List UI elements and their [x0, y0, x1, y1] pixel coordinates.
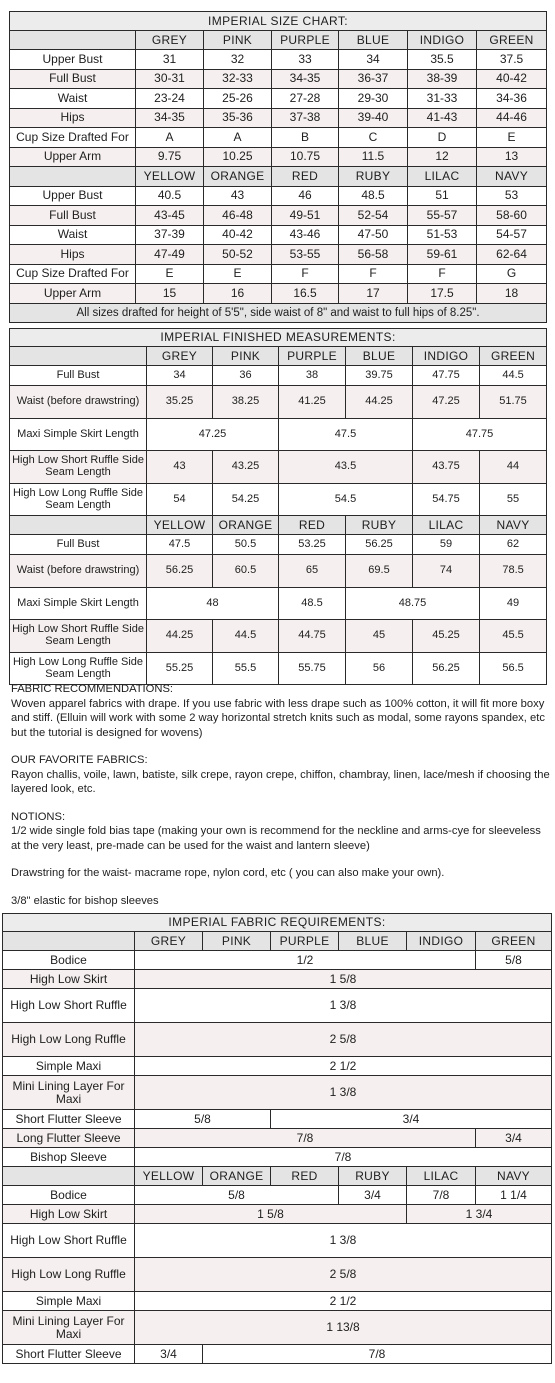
cell: 78.5 — [480, 555, 547, 588]
size-header: INDIGO — [408, 31, 477, 50]
cell: 34-36 — [477, 89, 547, 109]
corner-cell — [10, 516, 147, 535]
cell: 17.5 — [408, 284, 477, 304]
cell: 43.25 — [213, 451, 279, 484]
cell: 47-50 — [339, 225, 408, 245]
cell: 51 — [408, 186, 477, 206]
row-label: Short Flutter Sleeve — [3, 1345, 135, 1364]
size-header: GREEN — [480, 347, 547, 366]
cell: 1/2 — [135, 951, 476, 970]
notions-text: 1/2 wide single fold bias tape (making your own is recommend for the neckline and arms-cye for sleeveless at the very least, pre-made can be used for the waist and lantern sleeve) — [11, 825, 541, 852]
row-label: Mini Lining Layer For Maxi — [3, 1076, 135, 1110]
cell: 54-57 — [477, 225, 547, 245]
fabric-requirements-table — [2, 913, 552, 1364]
row-label: High Low Short Ruffle Side Seam Length — [10, 620, 147, 653]
row-label: Cup Size Drafted For — [10, 128, 136, 148]
cell: 56.5 — [480, 653, 547, 685]
cell: 43.75 — [413, 451, 480, 484]
cell: 55.5 — [213, 653, 279, 685]
cell: 16 — [204, 284, 272, 304]
cell: 7/8 — [135, 1148, 552, 1167]
cell: D — [408, 128, 477, 148]
table-row — [3, 1057, 552, 1076]
size-header: RUBY — [339, 167, 408, 187]
table-row — [10, 147, 547, 167]
cell: 18 — [477, 284, 547, 304]
table-row — [10, 484, 547, 516]
cell: 74 — [413, 555, 480, 588]
row-label: Waist — [10, 89, 136, 109]
favorite-fabrics-heading: OUR FAVORITE FABRICS: — [11, 754, 148, 766]
cell: 47-49 — [136, 245, 204, 265]
cell: 7/8 — [135, 1129, 476, 1148]
table-row — [10, 50, 547, 70]
size-header: RED — [272, 167, 339, 187]
cell: 3/4 — [476, 1129, 552, 1148]
table-row — [3, 1023, 552, 1057]
cell: 58-60 — [477, 206, 547, 226]
cell: 47.75 — [413, 366, 480, 386]
cell: 35.5 — [408, 50, 477, 70]
cell: 43 — [147, 451, 213, 484]
size-header: PINK — [213, 347, 279, 366]
row-label: High Low Long Ruffle Side Seam Length — [10, 484, 147, 516]
table-row — [3, 1311, 552, 1345]
cell: 3/4 — [135, 1345, 203, 1364]
row-label: High Low Short Ruffle Side Seam Length — [10, 451, 147, 484]
size-header: INDIGO — [407, 932, 476, 951]
cell: 32-33 — [204, 69, 272, 89]
cell: 44.5 — [213, 620, 279, 653]
cell: F — [339, 264, 408, 284]
corner-cell — [10, 167, 136, 187]
row-label: Upper Arm — [10, 147, 136, 167]
cell: 51-53 — [408, 225, 477, 245]
cell: 37-39 — [136, 225, 204, 245]
corner-cell — [10, 347, 147, 366]
finished-measurements-table — [9, 328, 547, 685]
row-label: Long Flutter Sleeve — [3, 1129, 135, 1148]
size-header: ORANGE — [204, 167, 272, 187]
cell: 23-24 — [136, 89, 204, 109]
cell: E — [136, 264, 204, 284]
table-row — [10, 419, 547, 451]
cell: 34 — [147, 366, 213, 386]
table-row — [10, 284, 547, 304]
size-chart-table — [9, 11, 547, 323]
cell: C — [339, 128, 408, 148]
cell: 56.25 — [147, 555, 213, 588]
table-row — [3, 1292, 552, 1311]
cell: 45 — [346, 620, 413, 653]
cell: 2 1/2 — [135, 1292, 552, 1311]
table-row — [3, 1110, 552, 1129]
cell: 1 5/8 — [135, 970, 552, 989]
size-header: BLUE — [339, 932, 407, 951]
cell: 48.5 — [279, 588, 346, 620]
cell: 2 5/8 — [135, 1023, 552, 1057]
cell: 33 — [272, 50, 339, 70]
cell: 56.25 — [346, 535, 413, 555]
size-header: LILAC — [408, 167, 477, 187]
cell: 69.5 — [346, 555, 413, 588]
table-row — [10, 620, 547, 653]
size-header: INDIGO — [413, 347, 480, 366]
fabric-recommendations-text: Woven apparel fabrics with drape. If you use fabric with less drape such as 100% cotton, it will fit more boxy and stiff. (Elluin will work with some 2 way horizontal stretch knits such as modal, some rayons spandex, etc but the tutorial is designed for wovens) — [11, 697, 545, 739]
size-header: GREEN — [477, 31, 547, 50]
row-label: Short Flutter Sleeve — [3, 1110, 135, 1129]
table-row — [10, 206, 547, 226]
cell: 1 3/8 — [135, 1076, 552, 1110]
size-header: PURPLE — [272, 31, 339, 50]
cell: 11.5 — [339, 147, 408, 167]
row-label: High Low Skirt — [3, 970, 135, 989]
size-header: GREY — [147, 347, 213, 366]
table-row — [3, 1076, 552, 1110]
table-row — [3, 970, 552, 989]
cell: A — [204, 128, 272, 148]
cell: 38.25 — [213, 386, 279, 419]
cell: 56.25 — [413, 653, 480, 685]
cell: F — [408, 264, 477, 284]
cell: 35.25 — [147, 386, 213, 419]
cell: 54.5 — [279, 484, 413, 516]
row-label: Upper Arm — [10, 284, 136, 304]
cell: 60.5 — [213, 555, 279, 588]
cell: 1 3/8 — [135, 989, 552, 1023]
cell: 40.5 — [136, 186, 204, 206]
cell: 50.5 — [213, 535, 279, 555]
row-label: Maxi Simple Skirt Length — [10, 419, 147, 451]
size-header: NAVY — [477, 167, 547, 187]
cell: 55.25 — [147, 653, 213, 685]
row-label: High Low Skirt — [3, 1205, 135, 1224]
row-label: Upper Bust — [10, 186, 136, 206]
row-label: Cup Size Drafted For — [10, 264, 136, 284]
corner-cell — [3, 932, 135, 951]
cell: 15 — [136, 284, 204, 304]
cell: 48.75 — [346, 588, 480, 620]
cell: 36-37 — [339, 69, 408, 89]
cell: 56-58 — [339, 245, 408, 265]
cell: 32 — [204, 50, 272, 70]
cell: 62-64 — [477, 245, 547, 265]
cell: 48 — [147, 588, 279, 620]
table-row — [10, 451, 547, 484]
row-label: High Low Long Ruffle — [3, 1258, 135, 1292]
row-label: Maxi Simple Skirt Length — [10, 588, 147, 620]
cell: 55 — [480, 484, 547, 516]
cell: 45.25 — [413, 620, 480, 653]
row-label: High Low Long Ruffle Side Seam Length — [10, 653, 147, 685]
size-chart-title: IMPERIAL SIZE CHART: — [10, 12, 547, 31]
table-row — [10, 535, 547, 555]
size-header: NAVY — [476, 1167, 552, 1186]
cell: 45.5 — [480, 620, 547, 653]
cell: 56 — [346, 653, 413, 685]
row-label: Bishop Sleeve — [3, 1148, 135, 1167]
table-row — [10, 588, 547, 620]
cell: 48.5 — [339, 186, 408, 206]
notes-section — [11, 682, 551, 908]
size-header: LILAC — [413, 516, 480, 535]
row-label: High Low Short Ruffle — [3, 1224, 135, 1258]
cell: E — [204, 264, 272, 284]
cell: F — [272, 264, 339, 284]
cell: 5/8 — [135, 1110, 271, 1129]
cell: 9.75 — [136, 147, 204, 167]
cell: 47.5 — [147, 535, 213, 555]
size-header: PINK — [203, 932, 271, 951]
row-label: Mini Lining Layer For Maxi — [3, 1311, 135, 1345]
cell: 30-31 — [136, 69, 204, 89]
cell: 43 — [204, 186, 272, 206]
size-header: YELLOW — [136, 167, 204, 187]
fabric-req-title: IMPERIAL FABRIC REQUIREMENTS: — [3, 914, 552, 932]
cell: 54.25 — [213, 484, 279, 516]
finished-title: IMPERIAL FINISHED MEASUREMENTS: — [10, 329, 547, 347]
corner-cell — [10, 31, 136, 50]
cell: 34-35 — [272, 69, 339, 89]
row-label: Waist (before drawstring) — [10, 555, 147, 588]
table-row — [3, 951, 552, 970]
cell: 41.25 — [279, 386, 346, 419]
cell: 44.25 — [147, 620, 213, 653]
table-row — [3, 1205, 552, 1224]
row-label: Waist — [10, 225, 136, 245]
cell: 51.75 — [480, 386, 547, 419]
cell: 62 — [480, 535, 547, 555]
cell: 53 — [477, 186, 547, 206]
size-header: GREY — [136, 31, 204, 50]
cell: 2 5/8 — [135, 1258, 552, 1292]
table-row — [3, 1186, 552, 1205]
cell: 46 — [272, 186, 339, 206]
size-header: PURPLE — [279, 347, 346, 366]
size-header: RED — [271, 1167, 339, 1186]
notions-heading: NOTIONS: — [11, 810, 66, 823]
cell: 35-36 — [204, 108, 272, 128]
row-label: Hips — [10, 245, 136, 265]
table-row — [10, 653, 547, 685]
size-header: RED — [279, 516, 346, 535]
cell: 59-61 — [408, 245, 477, 265]
table-row — [10, 186, 547, 206]
size-header: BLUE — [339, 31, 408, 50]
cell: 1 3/4 — [407, 1205, 552, 1224]
size-header: YELLOW — [135, 1167, 203, 1186]
size-chart-footnote: All sizes drafted for height of 5'5", side waist of 8" and waist to full hips of 8.25". — [10, 303, 547, 323]
row-label: Upper Bust — [10, 50, 136, 70]
row-label: Full Bust — [10, 206, 136, 226]
cell: 10.75 — [272, 147, 339, 167]
cell: 65 — [279, 555, 346, 588]
drawstring-text: Drawstring for the waist- macrame rope, nylon cord, etc ( you can also make your own). — [11, 867, 445, 879]
cell: 1 3/8 — [135, 1224, 552, 1258]
row-label: Bodice — [3, 1186, 135, 1205]
size-header: NAVY — [480, 516, 547, 535]
fabric-recommendations-heading: FABRIC RECOMMENDATIONS: — [11, 683, 174, 695]
row-label: High Low Long Ruffle — [3, 1023, 135, 1057]
size-header: PINK — [204, 31, 272, 50]
cell: 36 — [213, 366, 279, 386]
cell: 43-45 — [136, 206, 204, 226]
cell: G — [477, 264, 547, 284]
cell: 49 — [480, 588, 547, 620]
cell: 40-42 — [204, 225, 272, 245]
cell: 38-39 — [408, 69, 477, 89]
cell: 5/8 — [135, 1186, 339, 1205]
table-row — [10, 225, 547, 245]
cell: 43-46 — [272, 225, 339, 245]
row-label: Simple Maxi — [3, 1057, 135, 1076]
cell: 54 — [147, 484, 213, 516]
size-header: RUBY — [346, 516, 413, 535]
cell: 55-57 — [408, 206, 477, 226]
favorite-fabrics-text: Rayon challis, voile, lawn, batiste, silk crepe, rayon crepe, chiffon, chambray, linen, lace/mesh if choosing the layered look, etc. — [11, 768, 550, 795]
size-header: PURPLE — [271, 932, 339, 951]
size-header: GREEN — [476, 932, 552, 951]
cell: 44.75 — [279, 620, 346, 653]
cell: 47.5 — [279, 419, 413, 451]
cell: 47.25 — [147, 419, 279, 451]
elastic-text: 3/8" elastic for bishop sleeves — [11, 894, 159, 907]
cell: 53.25 — [279, 535, 346, 555]
row-label: Full Bust — [10, 366, 147, 386]
cell: 54.75 — [413, 484, 480, 516]
table-row — [10, 555, 547, 588]
cell: 44.25 — [346, 386, 413, 419]
cell: 1 13/8 — [135, 1311, 552, 1345]
cell: 17 — [339, 284, 408, 304]
cell: A — [136, 128, 204, 148]
cell: 3/4 — [339, 1186, 407, 1205]
table-row — [3, 1129, 552, 1148]
cell: 12 — [408, 147, 477, 167]
cell: 46-48 — [204, 206, 272, 226]
cell: 25-26 — [204, 89, 272, 109]
cell: 31-33 — [408, 89, 477, 109]
cell: 38 — [279, 366, 346, 386]
cell: 59 — [413, 535, 480, 555]
row-label: Waist (before drawstring) — [10, 386, 147, 419]
cell: 44-46 — [477, 108, 547, 128]
corner-cell — [3, 1167, 135, 1186]
row-label: High Low Short Ruffle — [3, 989, 135, 1023]
table-row — [3, 1345, 552, 1364]
cell: B — [272, 128, 339, 148]
cell: 3/4 — [271, 1110, 552, 1129]
cell: 16.5 — [272, 284, 339, 304]
table-row — [10, 128, 547, 148]
row-label: Full Bust — [10, 69, 136, 89]
row-label: Hips — [10, 108, 136, 128]
cell: 1 1/4 — [476, 1186, 552, 1205]
cell: 39-40 — [339, 108, 408, 128]
cell: 47.75 — [413, 419, 547, 451]
table-row — [10, 69, 547, 89]
cell: 31 — [136, 50, 204, 70]
cell: 13 — [477, 147, 547, 167]
cell: E — [477, 128, 547, 148]
cell: 5/8 — [476, 951, 552, 970]
table-row — [3, 989, 552, 1023]
cell: 47.25 — [413, 386, 480, 419]
size-header: YELLOW — [147, 516, 213, 535]
cell: 52-54 — [339, 206, 408, 226]
size-header: GREY — [135, 932, 203, 951]
table-row — [10, 89, 547, 109]
row-label: Simple Maxi — [3, 1292, 135, 1311]
cell: 44.5 — [480, 366, 547, 386]
table-row — [3, 1258, 552, 1292]
cell: 29-30 — [339, 89, 408, 109]
table-row — [3, 1148, 552, 1167]
cell: 43.5 — [279, 451, 413, 484]
table-row — [3, 1224, 552, 1258]
cell: 27-28 — [272, 89, 339, 109]
cell: 1 5/8 — [135, 1205, 407, 1224]
row-label: Full Bust — [10, 535, 147, 555]
cell: 34-35 — [136, 108, 204, 128]
size-header: RUBY — [339, 1167, 407, 1186]
table-row — [10, 386, 547, 419]
cell: 7/8 — [407, 1186, 476, 1205]
cell: 2 1/2 — [135, 1057, 552, 1076]
cell: 10.25 — [204, 147, 272, 167]
size-header: ORANGE — [213, 516, 279, 535]
table-row — [10, 245, 547, 265]
cell: 44 — [480, 451, 547, 484]
row-label: Bodice — [3, 951, 135, 970]
cell: 37-38 — [272, 108, 339, 128]
table-row — [10, 264, 547, 284]
table-row — [10, 366, 547, 386]
cell: 50-52 — [204, 245, 272, 265]
cell: 37.5 — [477, 50, 547, 70]
cell: 53-55 — [272, 245, 339, 265]
cell: 39.75 — [346, 366, 413, 386]
cell: 34 — [339, 50, 408, 70]
table-row — [10, 108, 547, 128]
size-header: BLUE — [346, 347, 413, 366]
cell: 55.75 — [279, 653, 346, 685]
cell: 49-51 — [272, 206, 339, 226]
size-header: ORANGE — [203, 1167, 271, 1186]
cell: 41-43 — [408, 108, 477, 128]
size-header: LILAC — [407, 1167, 476, 1186]
cell: 40-42 — [477, 69, 547, 89]
cell: 7/8 — [203, 1345, 552, 1364]
